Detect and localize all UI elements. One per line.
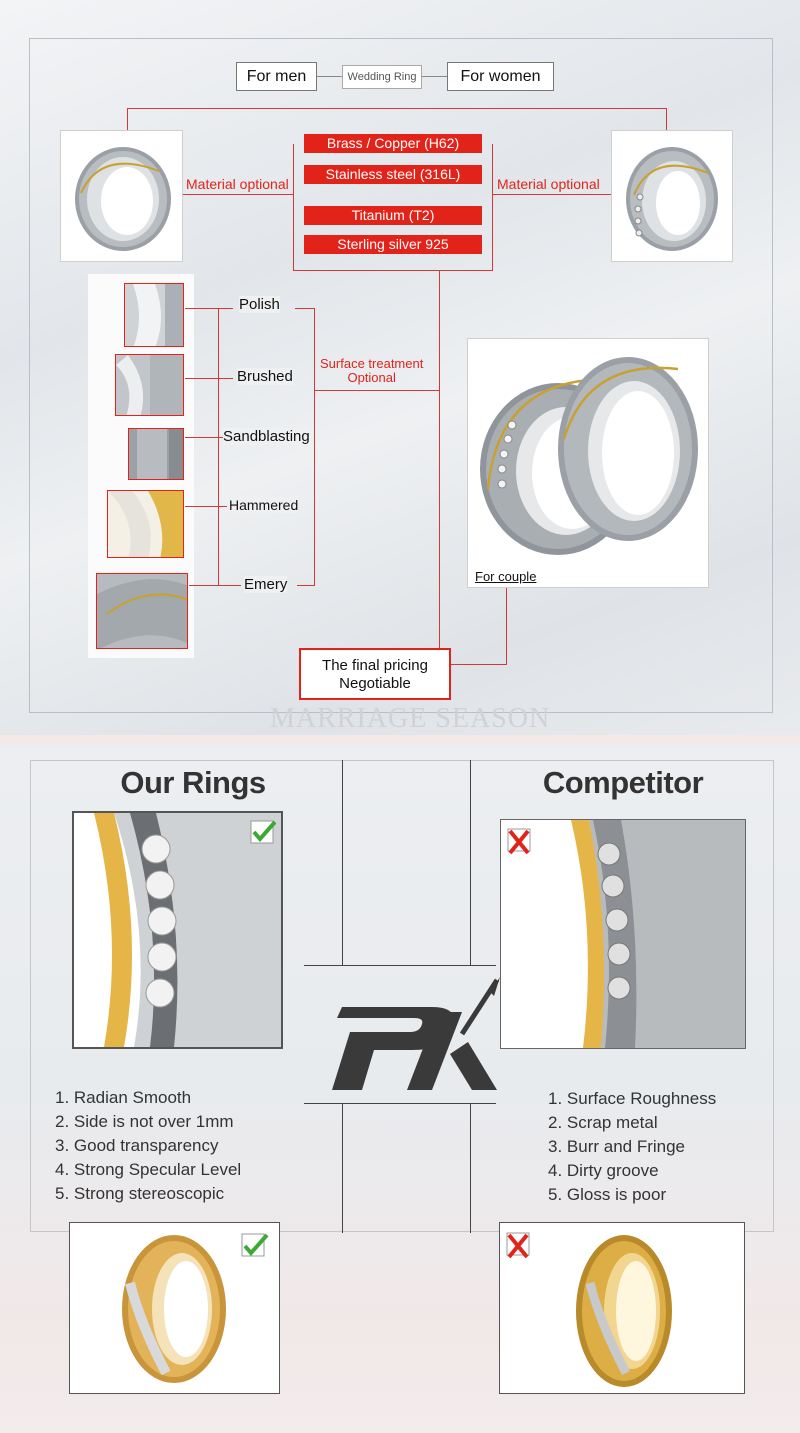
connector-line: [506, 588, 507, 665]
material-item: Brass / Copper (H62): [304, 134, 482, 153]
check-icon: [241, 1232, 269, 1258]
pricing-line2: Negotiable: [339, 675, 411, 692]
material-item: Titanium (T2): [304, 206, 482, 225]
polish-swatch: [124, 283, 184, 347]
connector-line: [314, 390, 439, 391]
list-item: 1. Surface Roughness: [548, 1089, 717, 1108]
list-item: 2. Scrap metal: [548, 1113, 658, 1132]
connector-line: [127, 108, 128, 130]
cross-icon: [507, 828, 535, 856]
hammered-swatch: [107, 490, 184, 558]
connector-line: [666, 108, 667, 130]
connector-line: [295, 308, 314, 309]
divider-line: [304, 965, 496, 966]
material-item: Sterling silver 925: [304, 235, 482, 254]
for-women-box: [447, 62, 554, 91]
connector-line: [189, 585, 241, 586]
our-points-list: [55, 1086, 241, 1206]
connector-line: [297, 585, 315, 586]
surface-label-line2: Optional: [347, 370, 396, 385]
connector-line: [422, 76, 447, 77]
sandblasting-swatch: [128, 428, 184, 480]
surface-emery: Emery: [244, 576, 288, 593]
connector-line: [450, 664, 507, 665]
connector-line: [317, 76, 342, 77]
pricing-box: [299, 648, 451, 700]
connector-line: [183, 194, 293, 195]
surface-hammered: Hammered: [229, 497, 299, 513]
connector-line: [218, 308, 219, 585]
connector-line: [293, 270, 493, 271]
surface-sandblasting: Sandblasting: [223, 428, 310, 445]
cross-icon: [506, 1232, 534, 1260]
women-ring-image: [611, 130, 733, 262]
competitor-title: Competitor: [542, 765, 704, 800]
divider-line: [470, 760, 471, 965]
divider-line: [304, 1103, 496, 1104]
surface-brushed: Brushed: [237, 368, 293, 385]
our-ring-closeup-image: [72, 811, 283, 1049]
men-ring-image: [60, 130, 183, 262]
connector-line: [185, 437, 223, 438]
for-men-label: For men: [246, 68, 307, 85]
material-label-right: Material optional: [497, 176, 600, 192]
divider-line: [342, 1103, 343, 1233]
connector-line: [314, 308, 315, 586]
wedding-ring-box: [342, 65, 422, 89]
wedding-ring-label: Wedding Ring: [347, 71, 417, 83]
pricing-line1: The final pricing: [322, 657, 428, 674]
list-item: 5. Strong stereoscopic: [55, 1184, 225, 1203]
connector-line: [185, 506, 227, 507]
list-item: 4. Dirty groove: [548, 1161, 659, 1180]
list-item: 3. Good transparency: [55, 1136, 219, 1155]
pk-logo: [312, 972, 502, 1097]
couple-rings-image: [467, 338, 709, 588]
material-item: Stainless steel (316L): [304, 165, 482, 184]
for-women-label: For women: [460, 68, 541, 85]
for-men-box: [236, 62, 317, 91]
check-icon: [250, 820, 276, 844]
surface-polish: Polish: [239, 296, 280, 313]
surface-treatment-label: [320, 357, 423, 385]
list-item: 2. Side is not over 1mm: [55, 1112, 234, 1131]
couple-caption: For couple: [475, 569, 537, 584]
connector-line: [293, 144, 294, 270]
connector-line: [439, 270, 440, 648]
our-rings-title: Our Rings: [120, 765, 266, 800]
material-label-left: Material optional: [186, 176, 289, 192]
list-item: 4. Strong Specular Level: [55, 1160, 242, 1179]
watermark-text: MARRIAGE SEASON: [270, 703, 551, 734]
connector-line: [185, 308, 233, 309]
list-item: 5. Gloss is poor: [548, 1185, 667, 1204]
connector-line: [492, 144, 493, 270]
list-item: 3. Burr and Fringe: [548, 1137, 686, 1156]
competitor-ring-closeup-image: [500, 819, 746, 1049]
connector-line: [185, 378, 233, 379]
emery-swatch: [96, 573, 188, 649]
connector-line: [127, 108, 667, 109]
brushed-swatch: [115, 354, 184, 416]
divider-line: [470, 1103, 471, 1233]
surface-label-line1: Surface treatment: [320, 356, 424, 371]
divider-line: [342, 760, 343, 965]
connector-line: [492, 194, 611, 195]
list-item: 1. Radian Smooth: [55, 1088, 192, 1107]
competitor-gold-ring-image: [499, 1222, 745, 1394]
competitor-points-list: [548, 1087, 716, 1207]
